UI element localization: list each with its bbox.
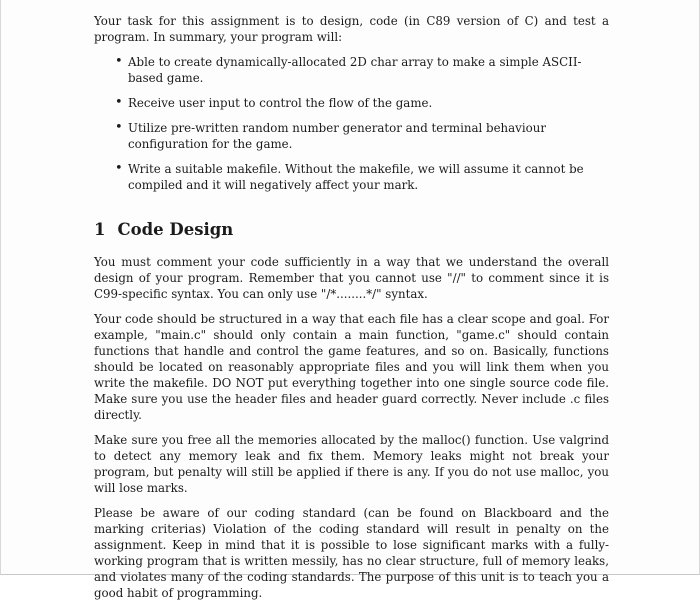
paragraph-structure: Your code should be structured in a way that each file has a clear scope and goal. For example, "main.c" should only contain a main function, "game.c" should contain functions that handle and control the game features, and so on. Basically, functions should be located on reasonably appropriate files and you will link them when you write the makefile. DO NOT put everything together into one single source code file. Make sure you use the header files and header guard correctly. Never include .c files directly. bbox=[94, 312, 609, 422]
bullet-icon: • bbox=[115, 161, 123, 176]
list-item bbox=[94, 95, 609, 111]
list-item bbox=[94, 54, 609, 86]
bullet-icon: • bbox=[115, 120, 123, 135]
section-number: 1 bbox=[94, 220, 106, 239]
document-content bbox=[94, 13, 609, 610]
paragraph-memory: Make sure you free all the memories allocated by the malloc() function. Use valgrind to detect any memory leak and fix them. Memory leaks might not break your program, but penalty will still be applied if there is any. If you do not use malloc, you will lose marks. bbox=[94, 433, 609, 495]
paragraph-comments: You must comment your code sufficiently in a way that we understand the overall design of your program. Remember that you cannot use "//" to comment since it is C99-specific syntax. You can only use "/*........*/" syntax. bbox=[94, 255, 609, 301]
list-item-text: Able to create dynamically-allocated 2D char array to make a simple ASCII-based game. bbox=[128, 55, 582, 85]
bullet-icon: • bbox=[115, 54, 123, 69]
requirements-list bbox=[94, 54, 609, 193]
list-item bbox=[94, 161, 609, 193]
list-item-text: Write a suitable makefile. Without the makefile, we will assume it cannot be compiled and it will negatively affect your mark. bbox=[128, 162, 584, 192]
section-title: Code Design bbox=[117, 220, 234, 239]
bullet-icon: • bbox=[115, 95, 123, 110]
list-item-text: Receive user input to control the flow of the game. bbox=[128, 96, 433, 110]
section-heading bbox=[94, 220, 609, 240]
list-item-text: Utilize pre-written random number generator and terminal behaviour configuration for the game. bbox=[128, 121, 546, 151]
list-item bbox=[94, 120, 609, 152]
intro-paragraph: Your task for this assignment is to design, code (in C89 version of C) and test a program. In summary, your program will: bbox=[94, 14, 609, 44]
paragraph-coding-standard: Please be aware of our coding standard (can be found on Blackboard and the marking criterias) Violation of the coding standard will result in penalty on the assignment. Keep in mind that it is possible to lose significant marks with a fully-working program that is written messily, has no clear structure, full of memory leaks, and violates many of the coding standards. The purpose of this unit is to teach you a good habit of programming. bbox=[94, 506, 609, 600]
